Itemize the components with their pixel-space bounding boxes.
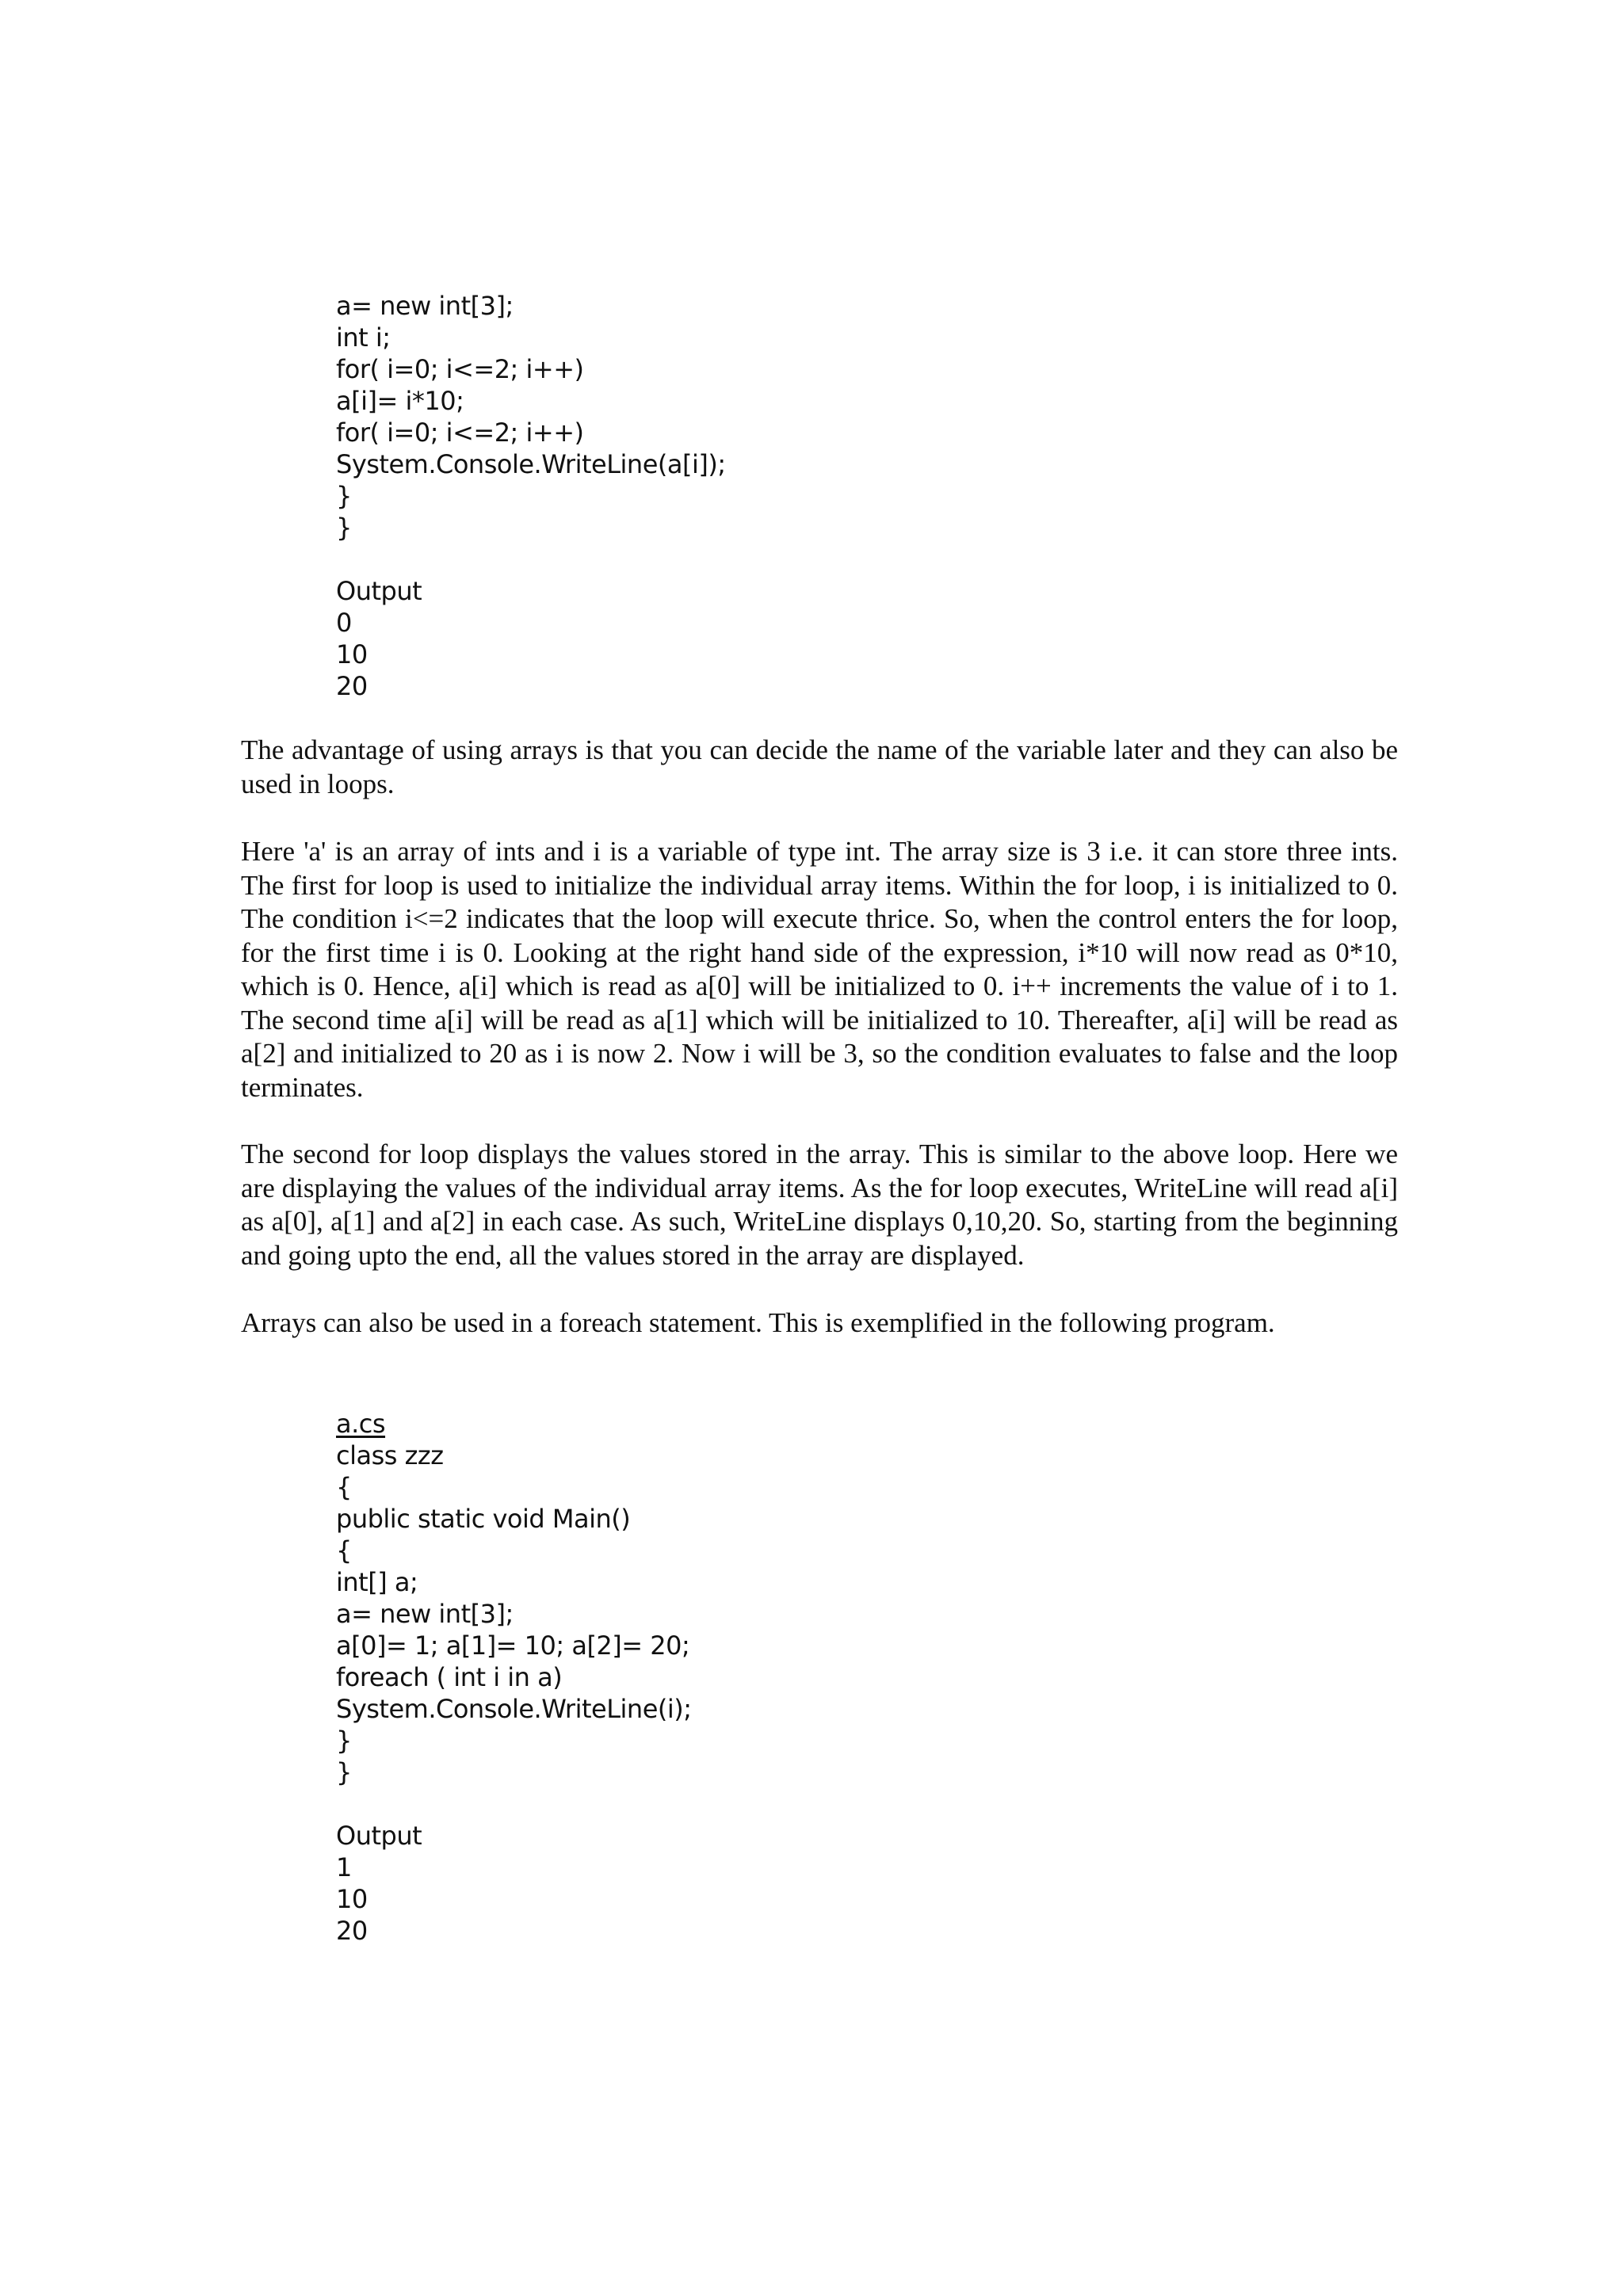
paragraph-foreach-intro: Arrays can also be used in a foreach statement. This is exemplified in the following program. [241, 1307, 1275, 1338]
code-line: for( i=0; i<=2; i++) [336, 418, 584, 448]
code-line: } [336, 513, 352, 543]
code-line: public static void Main() [336, 1504, 631, 1534]
code-line: System.Console.WriteLine(a[i]); [336, 449, 726, 479]
output-line: 1 [336, 1852, 352, 1882]
code-line: foreach ( int i in a) [336, 1662, 563, 1692]
code-line: } [336, 481, 352, 511]
code-line: for( i=0; i<=2; i++) [336, 354, 584, 384]
code-line: a= new int[3]; [336, 291, 514, 321]
output-label: Output [336, 1821, 422, 1851]
code-line: a[i]= i*10; [336, 386, 464, 416]
blank-line [336, 543, 726, 575]
output-line: 0 [336, 608, 352, 638]
output-label: Output [336, 576, 422, 606]
output-line: 20 [336, 671, 368, 701]
paragraph-arrays-advantage: The advantage of using arrays is that you can decide the name of the variable later and they can also be used in loops. [241, 734, 1398, 799]
output-line: 10 [336, 639, 368, 669]
code-line: a[0]= 1; a[1]= 10; a[2]= 20; [336, 1630, 690, 1661]
code-line: { [336, 1472, 352, 1502]
paragraph-second-loop-explanation: The second for loop displays the values stored in the array. This is similar to the above loop. Here we are displaying the values of the individual array items. As the for loop executes, WriteLine will read a[i] as a[0], a[1] and a[2] in each case. As such, WriteLine displays 0,10,20. So, starting from the beginning and going upto the end, all the values stored in the array are displayed. [241, 1138, 1398, 1271]
code-line: { [336, 1535, 352, 1566]
code-line: } [336, 1757, 352, 1787]
paragraph-first-loop-explanation: Here 'a' is an array of ints and i is a variable of type int. The array size is 3 i.e. it can store three ints. The first for loop is used to initialize the individual array items. Within the for loop, i is initialized to 0. The condition i<=2 indicates that the loop will execute thrice. So, when the control enters the for loop, for the first time i is 0. Looking at the right hand side of the expression, i*10 will now read as 0*10, which is 0. Hence, a[i] which is read as a[0] will be initialized to 0. i++ increments the value of i to 1. The second time a[i] will be read as a[1] which will be initialized to 10. Thereafter, a[i] will be read as a[2] and initialized to 20 as i is now 2. Now i will be 3, so the condition evaluates to false and the loop terminates. [241, 836, 1398, 1103]
output-line: 10 [336, 1884, 368, 1914]
code-filename: a.cs [336, 1409, 386, 1439]
output-line: 20 [336, 1916, 368, 1946]
code-line: System.Console.WriteLine(i); [336, 1694, 692, 1724]
code-line: a= new int[3]; [336, 1599, 514, 1629]
code-line: class zzz [336, 1440, 444, 1470]
code-line: int[] a; [336, 1567, 418, 1597]
code-line: int i; [336, 322, 391, 353]
code-line: } [336, 1726, 352, 1756]
code-block-2 [336, 1408, 692, 1947]
blank-line [336, 1788, 692, 1820]
code-block-1 [336, 290, 726, 702]
